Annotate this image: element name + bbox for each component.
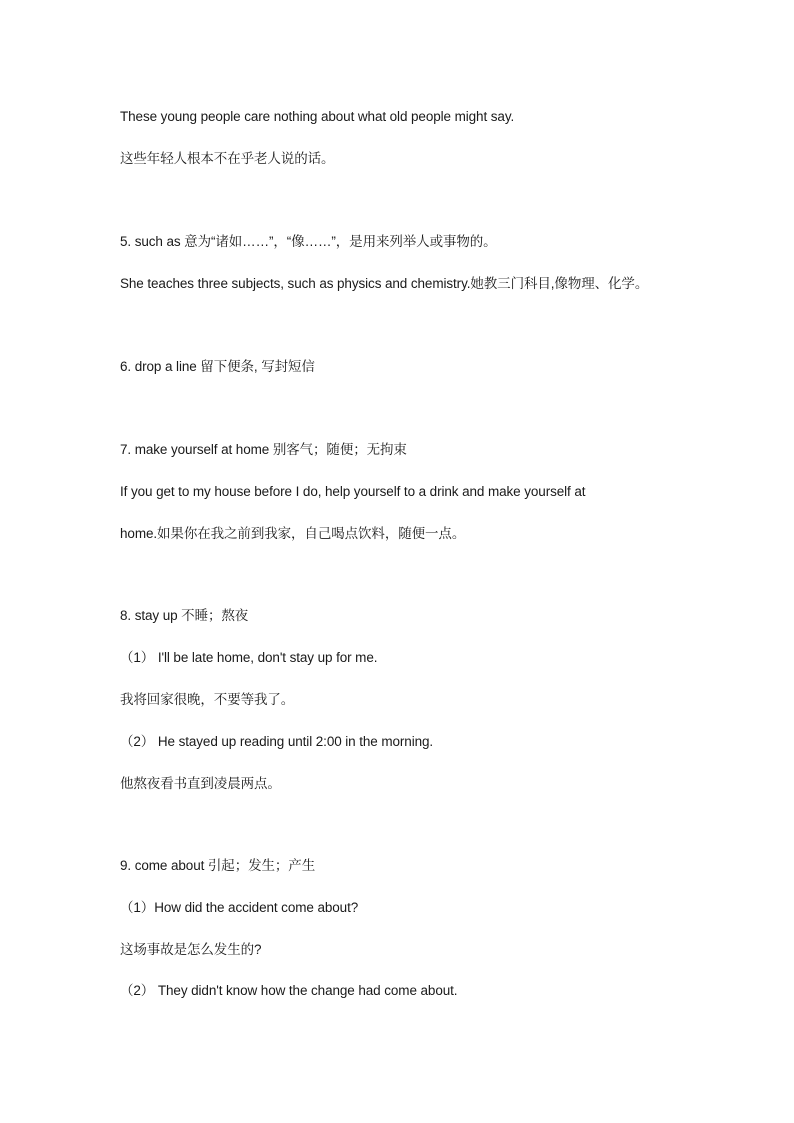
example-2-come-about-english: （2） They didn't know how the change had come about. (120, 983, 458, 998)
example-2-stay-up-english: （2） He stayed up reading until 2:00 in the morning. (120, 734, 434, 749)
example-1-come-about-chinese: 这场事故是怎么发生的? (120, 942, 262, 957)
example-sentence-such-as: She teaches three subjects, such as physics and chemistry.她教三门科目,像物理、化学。 (120, 276, 649, 291)
phrase-heading-make-yourself-at-home: 7. make yourself at home 别客气；随便；无拘束 (120, 442, 407, 457)
phrase-heading-drop-a-line: 6. drop a line 留下便条, 写封短信 (120, 359, 315, 374)
example-1-come-about-english: （1）How did the accident come about? (120, 900, 359, 915)
example-sentence-make-yourself-line2: home.如果你在我之前到我家，自己喝点饮料，随便一点。 (120, 526, 466, 541)
example-1-stay-up-english: （1） I'll be late home, don't stay up for me. (120, 650, 378, 665)
phrase-heading-stay-up: 8. stay up 不睡；熬夜 (120, 608, 249, 623)
example-1-stay-up-chinese: 我将回家很晚，不要等我了。 (120, 692, 295, 707)
example-sentence-make-yourself-line1: If you get to my house before I do, help yourself to a drink and make yourself at (120, 484, 586, 499)
example-sentence-chinese: 这些年轻人根本不在乎老人说的话。 (120, 151, 335, 166)
phrase-heading-come-about: 9. come about 引起；发生；产生 (120, 858, 316, 873)
phrase-heading-such-as: 5. such as 意为“诸如……”，“像……”，是用来列举人或事物的。 (120, 234, 497, 249)
example-2-stay-up-chinese: 他熬夜看书直到凌晨两点。 (120, 776, 281, 791)
example-sentence-english: These young people care nothing about what old people might say. (120, 109, 515, 124)
